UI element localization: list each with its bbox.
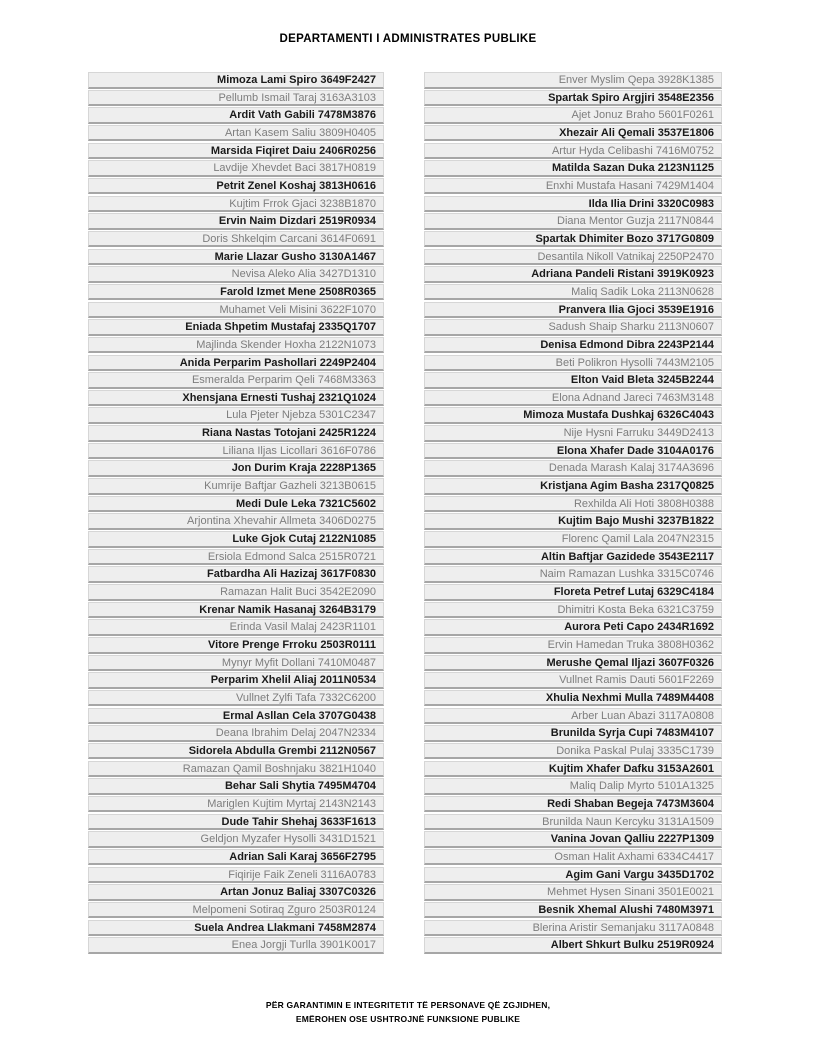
- person-row: Riana Nastas Totojani 2425R1224: [88, 425, 384, 442]
- person-row: Petrit Zenel Koshaj 3813H0616: [88, 178, 384, 195]
- person-row: Vanina Jovan Qalliu 2227P1309: [424, 831, 722, 848]
- person-row: Arber Luan Abazi 3117A0808: [424, 708, 722, 725]
- person-row: Elona Xhafer Dade 3104A0176: [424, 443, 722, 460]
- person-row: Jon Durim Kraja 2228P1365: [88, 460, 384, 477]
- page-title: DEPARTAMENTI I ADMINISTRATES PUBLIKE: [279, 33, 537, 45]
- person-row: Xhulia Nexhmi Mulla 7489M4408: [424, 690, 722, 707]
- person-row: Geldjon Myzafer Hysolli 3431D1521: [88, 831, 384, 848]
- person-row: Ilda Ilia Drini 3320C0983: [424, 196, 722, 213]
- person-row: Enxhi Mustafa Hasani 7429M1404: [424, 178, 722, 195]
- person-row: Blerina Aristir Semanjaku 3117A0848: [424, 920, 722, 937]
- person-row: Vullnet Ramis Dauti 5601F2269: [424, 672, 722, 689]
- person-row: Fatbardha Ali Hazizaj 3617F0830: [88, 566, 384, 583]
- person-row: Deana Ibrahim Delaj 2047N2334: [88, 725, 384, 742]
- person-row: Denada Marash Kalaj 3174A3696: [424, 460, 722, 477]
- person-row: Majlinda Skender Hoxha 2122N1073: [88, 337, 384, 354]
- person-row: Kristjana Agim Basha 2317Q0825: [424, 478, 722, 495]
- person-row: Artur Hyda Celibashi 7416M0752: [424, 143, 722, 160]
- person-row: Ervin Hamedan Truka 3808H0362: [424, 637, 722, 654]
- person-row: Vullnet Zylfi Tafa 7332C6200: [88, 690, 384, 707]
- person-row: Maliq Sadik Loka 2113N0628: [424, 284, 722, 301]
- person-row: Esmeralda Perparim Qeli 7468M3363: [88, 372, 384, 389]
- person-row: Marsida Fiqiret Daiu 2406R0256: [88, 143, 384, 160]
- person-row: Albert Shkurt Bulku 2519R0924: [424, 937, 722, 954]
- person-row: Pellumb Ismail Taraj 3163A3103: [88, 90, 384, 107]
- name-list-left-column: [88, 72, 384, 955]
- person-row: Sadush Shaip Sharku 2113N0607: [424, 319, 722, 336]
- person-row: Donika Paskal Pulaj 3335C1739: [424, 743, 722, 760]
- person-row: Farold Izmet Mene 2508R0365: [88, 284, 384, 301]
- person-row: Kujtim Bajo Mushi 3237B1822: [424, 513, 722, 530]
- person-row: Denisa Edmond Dibra 2243P2144: [424, 337, 722, 354]
- person-row: Enea Jorgji Turlla 3901K0017: [88, 937, 384, 954]
- person-row: Aurora Peti Capo 2434R1692: [424, 619, 722, 636]
- person-row: Adrian Sali Karaj 3656F2795: [88, 849, 384, 866]
- person-row: Rexhilda Ali Hoti 3808H0388: [424, 496, 722, 513]
- person-row: Vitore Prenge Frroku 2503R0111: [88, 637, 384, 654]
- person-row: Liliana Iljas Licollari 3616F0786: [88, 443, 384, 460]
- person-row: Mimoza Mustafa Dushkaj 6326C4043: [424, 407, 722, 424]
- person-row: Altin Baftjar Gazidede 3543E2117: [424, 549, 722, 566]
- person-row: Besnik Xhemal Alushi 7480M3971: [424, 902, 722, 919]
- person-row: Elton Vaid Bleta 3245B2244: [424, 372, 722, 389]
- person-row: Anida Perparim Pashollari 2249P2404: [88, 355, 384, 372]
- person-row: Mimoza Lami Spiro 3649F2427: [88, 72, 384, 89]
- person-row: Maliq Dalip Myrto 5101A1325: [424, 778, 722, 795]
- person-row: Xhensjana Ernesti Tushaj 2321Q1024: [88, 390, 384, 407]
- person-row: Perparim Xhelil Aliaj 2011N0534: [88, 672, 384, 689]
- person-row: Elona Adnand Jareci 7463M3148: [424, 390, 722, 407]
- person-row: Xhezair Ali Qemali 3537E1806: [424, 125, 722, 142]
- person-row: Mariglen Kujtim Myrtaj 2143N2143: [88, 796, 384, 813]
- person-row: Diana Mentor Guzja 2117N0844: [424, 213, 722, 230]
- person-row: Ramazan Qamil Boshnjaku 3821H1040: [88, 761, 384, 778]
- person-row: Eniada Shpetim Mustafaj 2335Q1707: [88, 319, 384, 336]
- person-row: Luke Gjok Cutaj 2122N1085: [88, 531, 384, 548]
- person-row: Spartak Dhimiter Bozo 3717G0809: [424, 231, 722, 248]
- person-row: Suela Andrea Llakmani 7458M2874: [88, 920, 384, 937]
- person-row: Adriana Pandeli Ristani 3919K0923: [424, 266, 722, 283]
- person-row: Ramazan Halit Buci 3542E2090: [88, 584, 384, 601]
- person-row: Artan Jonuz Baliaj 3307C0326: [88, 884, 384, 901]
- name-list-right-column: [424, 72, 722, 955]
- footer-line-2: EMËROHEN OSE USHTROJNË FUNKSIONE PUBLIKE: [295, 1013, 521, 1024]
- person-row: Arjontina Xhevahir Allmeta 3406D0275: [88, 513, 384, 530]
- person-row: Mynyr Myfit Dollani 7410M0487: [88, 655, 384, 672]
- person-row: Naim Ramazan Lushka 3315C0746: [424, 566, 722, 583]
- person-row: Osman Halit Axhami 6334C4417: [424, 849, 722, 866]
- person-row: Fiqirije Faik Zeneli 3116A0783: [88, 867, 384, 884]
- person-row: Sidorela Abdulla Grembi 2112N0567: [88, 743, 384, 760]
- person-row: Florenc Qamil Lala 2047N2315: [424, 531, 722, 548]
- person-row: Ervin Naim Dizdari 2519R0934: [88, 213, 384, 230]
- person-row: Lula Pjeter Njebza 5301C2347: [88, 407, 384, 424]
- person-row: Brunilda Syrja Cupi 7483M4107: [424, 725, 722, 742]
- person-row: Redi Shaban Begeja 7473M3604: [424, 796, 722, 813]
- person-row: Erinda Vasil Malaj 2423R1101: [88, 619, 384, 636]
- person-row: Matilda Sazan Duka 2123N1125: [424, 160, 722, 177]
- person-row: Melpomeni Sotiraq Zguro 2503R0124: [88, 902, 384, 919]
- person-row: Ardit Vath Gabili 7478M3876: [88, 107, 384, 124]
- person-row: Kujtim Xhafer Dafku 3153A2601: [424, 761, 722, 778]
- person-row: Medi Dule Leka 7321C5602: [88, 496, 384, 513]
- person-row: Mehmet Hysen Sinani 3501E0021: [424, 884, 722, 901]
- person-row: Doris Shkelqim Carcani 3614F0691: [88, 231, 384, 248]
- person-row: Spartak Spiro Argjiri 3548E2356: [424, 90, 722, 107]
- person-row: Agim Gani Vargu 3435D1702: [424, 867, 722, 884]
- person-row: Beti Polikron Hysolli 7443M2105: [424, 355, 722, 372]
- person-row: Marie Llazar Gusho 3130A1467: [88, 249, 384, 266]
- person-row: Behar Sali Shytia 7495M4704: [88, 778, 384, 795]
- person-row: Floreta Petref Lutaj 6329C4184: [424, 584, 722, 601]
- person-row: Desantila Nikoll Vatnikaj 2250P2470: [424, 249, 722, 266]
- person-row: Ajet Jonuz Braho 5601F0261: [424, 107, 722, 124]
- person-row: Dude Tahir Shehaj 3633F1613: [88, 814, 384, 831]
- person-row: Pranvera Ilia Gjoci 3539E1916: [424, 302, 722, 319]
- person-row: Kumrije Baftjar Gazheli 3213B0615: [88, 478, 384, 495]
- person-row: Lavdije Xhevdet Baci 3817H0819: [88, 160, 384, 177]
- person-row: Ersiola Edmond Salca 2515R0721: [88, 549, 384, 566]
- person-row: Nije Hysni Farruku 3449D2413: [424, 425, 722, 442]
- person-row: Ermal Asllan Cela 3707G0438: [88, 708, 384, 725]
- person-row: Brunilda Naun Kercyku 3131A1509: [424, 814, 722, 831]
- person-row: Kujtim Frrok Gjaci 3238B1870: [88, 196, 384, 213]
- person-row: Enver Myslim Qepa 3928K1385: [424, 72, 722, 89]
- person-row: Artan Kasem Saliu 3809H0405: [88, 125, 384, 142]
- person-row: Merushe Qemal Iljazi 3607F0326: [424, 655, 722, 672]
- person-row: Nevisa Aleko Alia 3427D1310: [88, 266, 384, 283]
- footer-note: [0, 999, 816, 1026]
- person-row: Krenar Namik Hasanaj 3264B3179: [88, 602, 384, 619]
- footer-line-1: PËR GARANTIMIN E INTEGRITETIT TË PERSONAVE QË ZGJIDHEN,: [265, 1000, 551, 1010]
- person-row: Dhimitri Kosta Beka 6321C3759: [424, 602, 722, 619]
- person-row: Muhamet Veli Misini 3622F1070: [88, 302, 384, 319]
